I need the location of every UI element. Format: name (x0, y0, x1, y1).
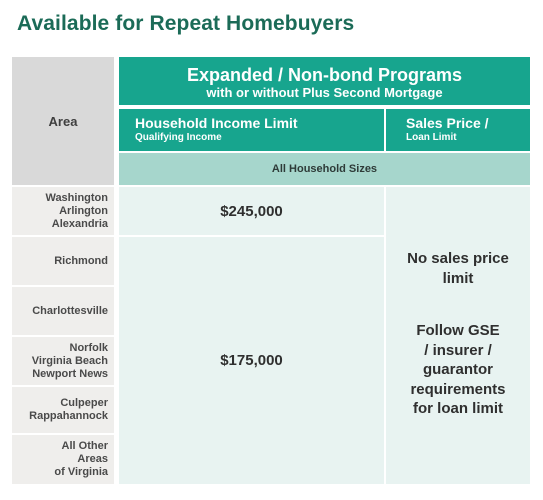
area-row-washington (12, 187, 114, 237)
area-row-charlottesville (12, 287, 114, 337)
household-sizes-band: All Household Sizes (119, 153, 530, 185)
area-label: Richmond (54, 254, 108, 267)
program-header (119, 57, 530, 107)
sales-price-subtitle: Loan Limit (406, 132, 457, 143)
income-limit-title: Household Income Limit (135, 115, 298, 131)
page-title: Available for Repeat Homebuyers (17, 12, 355, 35)
sales-price-title: Sales Price / (406, 115, 489, 131)
loan-limit-text: Follow GSE / insurer / guarantor requirements for loan limit (410, 322, 506, 417)
area-label: Norfolk Virginia Beach Newport News (31, 341, 108, 380)
income-limit-subtitle: Qualifying Income (135, 132, 222, 143)
area-row-norfolk (12, 337, 114, 387)
area-row-other (12, 435, 114, 484)
area-column-header: Area (12, 57, 114, 185)
no-sales-price-text: No sales price limit (407, 250, 509, 287)
area-row-richmond (12, 237, 114, 287)
income-limit-header (119, 109, 384, 151)
sales-price-cell (386, 187, 530, 484)
sales-price-header (386, 109, 530, 151)
area-label: All Other Areas of Virginia (54, 440, 108, 478)
program-subtitle: with or without Plus Second Mortgage (206, 85, 443, 100)
income-value-other-areas: $175,000 (119, 237, 384, 484)
area-row-culpeper (12, 387, 114, 435)
program-title: Expanded / Non-bond Programs (186, 65, 463, 85)
area-label: Culpeper Rappahannock (29, 397, 108, 422)
area-label: Washington Arlington Alexandria (45, 191, 108, 230)
area-label: Charlottesville (32, 304, 108, 317)
income-value-washington: $245,000 (119, 187, 384, 235)
